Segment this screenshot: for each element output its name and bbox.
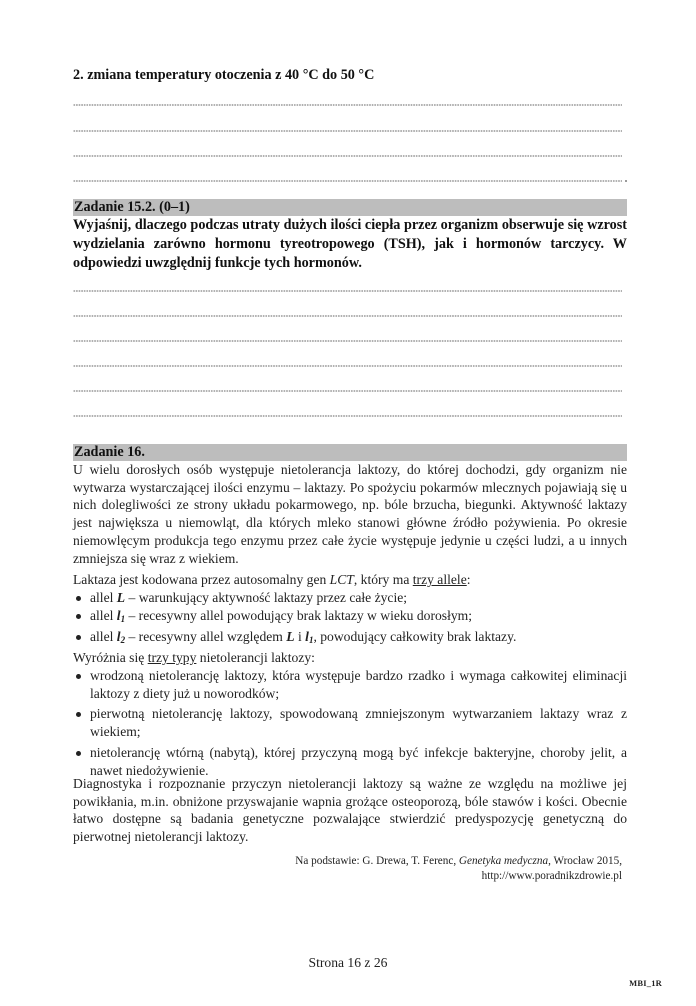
task-header: Zadanie 15.2. (0–1)	[74, 199, 190, 215]
answer-line[interactable]	[73, 180, 622, 182]
types-intro: Wyróżnia się trzy typy nietolerancji laktozy:	[73, 650, 315, 665]
subquestion-title: 2. zmiana temperatury otoczenia z 40 °C do 50 °C	[73, 67, 375, 83]
list-item: nietolerancję wtórną (nabytą), której przyczyną mogą być infekcje bakteryjne, choroby jelit, a nawet niedożywienie.	[73, 744, 627, 779]
gene-intro: Laktaza jest kodowana przez autosomalny gen LCT, który ma trzy allele:	[73, 572, 471, 587]
list-item: allel $l_2$ – recesywny allel względem L i $l_1$, powodujący całkowity brak laktazy.	[73, 628, 627, 650]
source-url: http://www.poradnikzdrowie.pl	[481, 870, 622, 882]
answer-line[interactable]	[73, 315, 622, 317]
answer-line[interactable]	[73, 130, 622, 132]
task-header-bar	[73, 199, 627, 216]
answer-line[interactable]	[73, 104, 622, 106]
book-title: Genetyka medyczna	[458, 855, 549, 867]
answer-line[interactable]	[73, 290, 622, 292]
answer-line[interactable]	[73, 155, 622, 157]
exam-code: MBI_1R	[629, 978, 662, 988]
answer-line[interactable]	[73, 365, 622, 367]
answer-line[interactable]	[73, 390, 622, 392]
underlined-text: trzy typy	[147, 650, 197, 665]
task-prompt: Wyjaśnij, dlaczego podczas utraty dużych ilości ciepła przez organizm obserwuje się wzrost wydzielania zarówno hormonu tyreotropowego (TSH), jak i hormonów tarczycy. W odpowiedzi uwzględnij funkcje tych hormonów.	[73, 217, 627, 271]
underlined-text: trzy allele	[412, 572, 467, 587]
source-citation: Na podstawie: G. Drewa, T. Ferenc, Genetyka medyczna, Wrocław 2015, http://www.poradnikzdrowie.pl	[202, 854, 622, 884]
list-item: pierwotną nietolerancję laktozy, spowodowaną zmniejszonym wytwarzaniem laktazy wraz z wiekiem;	[73, 705, 627, 740]
types-list	[73, 667, 627, 782]
task-header-bar	[73, 444, 627, 461]
diagnostics-paragraph: Diagnostyka i rozpoznanie przyczyn nietolerancji laktozy są ważne ze względu na możliwe jej powikłania, m.in. obniżone przyswajanie wapnia grożące osteoporozą, bóle stawów i kości. Obecnie łatwo dostępne są badania genetyczne pozwalające stwierdzić predyspozycję genetyczną do pierwotnej nietolerancji laktozy.	[73, 776, 627, 845]
gene-name: LCT	[329, 572, 354, 587]
answer-line[interactable]	[73, 415, 622, 417]
allele-list	[73, 589, 627, 650]
list-item: wrodzoną nietolerancję laktozy, która występuje bardzo rzadko i wymaga całkowitej eliminacji laktozy z diety już u noworodków;	[73, 667, 627, 702]
task-header: Zadanie 16.	[74, 444, 145, 460]
page-number: Strona 16 z 26	[308, 955, 388, 970]
intro-paragraph: U wielu dorosłych osób występuje nietolerancja laktozy, do której dochodzi, gdy organizm nie wytwarza wystarczającej ilości enzymu – laktazy. Po spożyciu pokarmów mlecznych pojawiają się u nich dolegliwości ze strony układu pokarmowego, np. bóle brzucha, biegunki. Aktywność laktazy jest największa u niemowląt, dla których mleko stanowi główne źródło pożywienia. Po okresie niemowlęcym produkcja tego enzymu przez całe życie występuje jedynie u części ludzi, a u innych zmniejsza się wraz z wiekiem.	[73, 462, 627, 566]
list-item: allel L – warunkujący aktywność laktazy przez całe życie;	[73, 589, 627, 607]
answer-line[interactable]	[73, 340, 622, 342]
list-item: allel $l_1$ – recesywny allel powodujący brak laktazy w wieku dorosłym;	[73, 607, 627, 629]
